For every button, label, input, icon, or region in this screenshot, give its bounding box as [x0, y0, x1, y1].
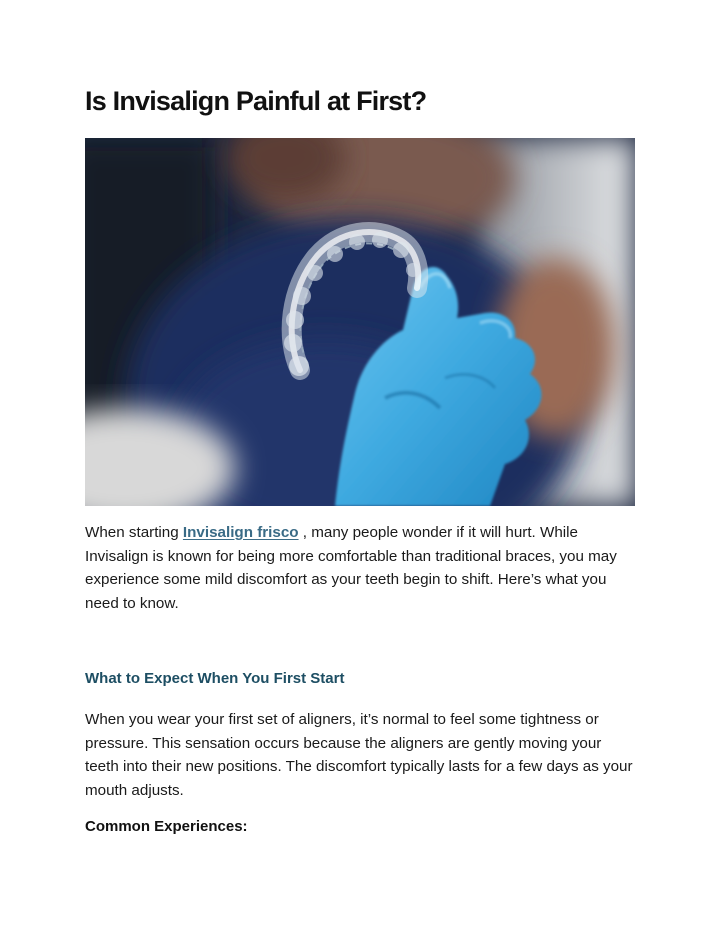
intro-text-end: , many people wonder if it will hurt. While Invisalign is known for being more comfortable than traditional braces, you may experience some mild discomfort as your teeth begin to shift. Here’s what you need to know. [85, 524, 617, 613]
aligner-photo [85, 138, 635, 506]
invisalign-frisco-link[interactable]: Invisalign frisco [182, 524, 299, 541]
section-paragraph: When you wear your first set of aligners, it’s normal to feel some tightness or pressure. This sensation occurs because the aligners are gently moving your teeth into their new positions. The discomfort typically lasts for a few days as your mouth adjusts. [85, 711, 633, 800]
intro-text-start: When starting [85, 524, 183, 541]
intro-paragraph [85, 521, 637, 616]
section-heading: What to Expect When You First Start [85, 670, 345, 687]
page-title: Is Invisalign Painful at First? [85, 86, 427, 116]
common-experiences-heading: Common Experiences: [85, 818, 248, 835]
